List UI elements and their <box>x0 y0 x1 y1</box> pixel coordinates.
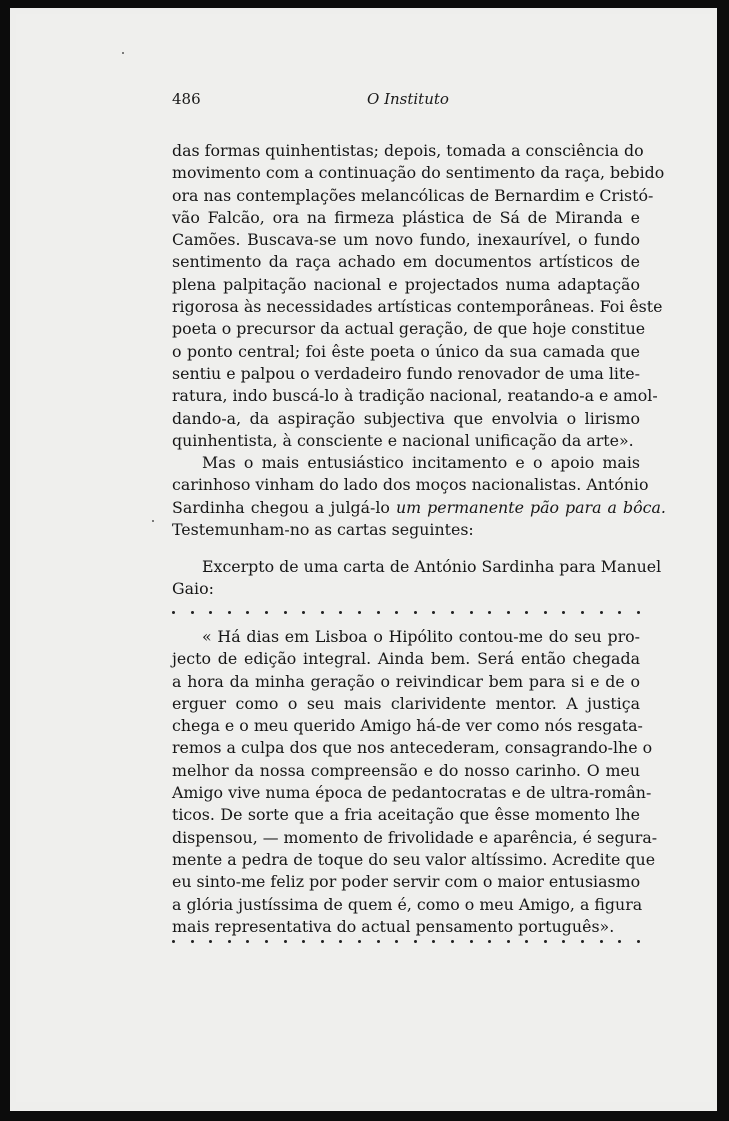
dot <box>637 940 640 943</box>
dot <box>432 940 435 943</box>
dot <box>618 611 621 614</box>
text-line: carinhoso vinham do lado dos moços nacionalistas. António <box>172 475 649 495</box>
text-line: Gaio: <box>172 579 214 599</box>
text-line: mente a pedra de toque do seu valor altíssimo. Acredite que <box>172 849 656 869</box>
dot <box>470 611 473 614</box>
scan-speck <box>122 52 124 54</box>
dot <box>321 611 324 614</box>
paragraph-1 <box>172 140 666 541</box>
text-line: remos a culpa dos que nos antecederam, consagrando-lhe o <box>172 738 653 758</box>
text-line: « Há dias em Lisboa o Hipólito contou-me do seu pro- <box>202 627 640 646</box>
dot <box>302 940 305 943</box>
dot <box>228 940 231 943</box>
text-line: erguer como o seu mais clarividente mentor. A justiça <box>172 693 640 713</box>
text-line: eu sinto-me feliz por poder servir com o maior entusiasmo <box>172 872 641 892</box>
dot <box>265 611 268 614</box>
text-line: poeta o precursor da actual geração, de que hoje constitue <box>172 319 646 339</box>
dot <box>302 611 305 614</box>
dot <box>451 940 454 943</box>
dot <box>562 940 565 943</box>
text-line: ora nas contemplações melancólicas de Bernardim e Cristó- <box>172 185 654 205</box>
text-line: quinhentista, à consciente e nacional unificação da arte». <box>172 430 634 450</box>
dot <box>618 940 621 943</box>
dot <box>562 611 565 614</box>
text-line: movimento com a continuação do sentimento da raça, bebido <box>172 163 665 183</box>
dot <box>432 611 435 614</box>
text-line: ratura, indo buscá-lo à tradição nacional, reatando-a e amol- <box>172 386 658 406</box>
text-line: jecto de edição integral. Ainda bem. Será então chegada <box>172 649 640 669</box>
dot <box>265 940 268 943</box>
dot <box>637 611 640 614</box>
dot <box>358 611 361 614</box>
text-line: melhor da nossa compreensão e do nosso carinho. O meu <box>172 760 640 780</box>
dot <box>581 940 584 943</box>
excerpt-intro <box>172 556 662 601</box>
dot <box>172 611 175 614</box>
dot <box>191 940 194 943</box>
dot <box>321 940 324 943</box>
dot <box>339 940 342 943</box>
dot <box>209 940 212 943</box>
dot <box>377 611 380 614</box>
dot <box>544 940 547 943</box>
text-line: Camões. Buscava-se um novo fundo, inexaurível, o fundo <box>172 230 640 250</box>
dot <box>209 611 212 614</box>
text-line: dando-a, da aspiração subjectiva que envolvia o lirismo <box>172 408 640 428</box>
dot <box>525 940 528 943</box>
dot <box>451 611 454 614</box>
text-line: das formas quinhentistas; depois, tomada a consciência do <box>172 141 644 160</box>
page-number: 486 <box>172 90 201 108</box>
text-line: sentiu e palpou o verdadeiro fundo renovador de uma lite- <box>172 363 640 383</box>
dot <box>339 611 342 614</box>
page-header <box>172 90 642 110</box>
text-line: mais representativa do actual pensamento português». <box>172 916 615 936</box>
dot <box>507 940 510 943</box>
text-line: plena palpitação nacional e projectados numa adaptação <box>172 274 640 294</box>
dot <box>507 611 510 614</box>
dot <box>600 940 603 943</box>
dot <box>284 940 287 943</box>
dot <box>395 940 398 943</box>
running-title: O Instituto <box>367 90 449 108</box>
dot <box>488 611 491 614</box>
dot <box>414 940 417 943</box>
dot <box>246 940 249 943</box>
ellipsis-row-bottom <box>172 934 640 948</box>
text-line: Excerpto de uma carta de António Sardinha para Manuel <box>202 557 662 576</box>
text-line: a hora da minha geração o reivindicar bem para si e de o <box>172 671 640 691</box>
dot <box>228 611 231 614</box>
text-line: o ponto central; foi êste poeta o único da sua camada que <box>172 341 640 361</box>
text-line <box>172 497 666 519</box>
dot <box>395 611 398 614</box>
text-line: rigorosa às necessidades artísticas contemporâneas. Foi êste <box>172 297 663 317</box>
text-line: ticos. De sorte que a fria aceitação que êsse momento lhe <box>172 805 640 825</box>
dot <box>377 940 380 943</box>
letter-quote <box>172 626 658 938</box>
dot <box>246 611 249 614</box>
text-line: vão Falcão, ora na firmeza plástica de Sá de Miranda e <box>172 207 640 227</box>
dot <box>581 611 584 614</box>
text-line: sentimento da raça achado em documentos artísticos de <box>172 252 640 272</box>
dot <box>358 940 361 943</box>
dot <box>284 611 287 614</box>
text-line: Mas o mais entusiástico incitamento e o apoio mais <box>202 453 640 473</box>
dot <box>525 611 528 614</box>
italic-phrase: um permanente pão para a bôca. <box>395 497 666 517</box>
text-line: Amigo vive numa época de pedantocratas e de ultra-român- <box>172 783 652 803</box>
dot <box>544 611 547 614</box>
dot <box>191 611 194 614</box>
dot <box>470 940 473 943</box>
dot <box>488 940 491 943</box>
text-fragment: Sardinha chegou a julgá-lo <box>172 497 396 517</box>
scan-speck <box>152 520 154 522</box>
dot <box>600 611 603 614</box>
ellipsis-row-top <box>172 605 640 619</box>
text-line: chega e o meu querido Amigo há-de ver como nós resgata- <box>172 716 643 736</box>
text-line: dispensou, — momento de frivolidade e aparência, é segura- <box>172 827 658 847</box>
dot <box>172 940 175 943</box>
text-line: Testemunham-no as cartas seguintes: <box>172 520 474 540</box>
text-line: a glória justíssima de quem é, como o meu Amigo, a figura <box>172 894 643 914</box>
dot <box>414 611 417 614</box>
